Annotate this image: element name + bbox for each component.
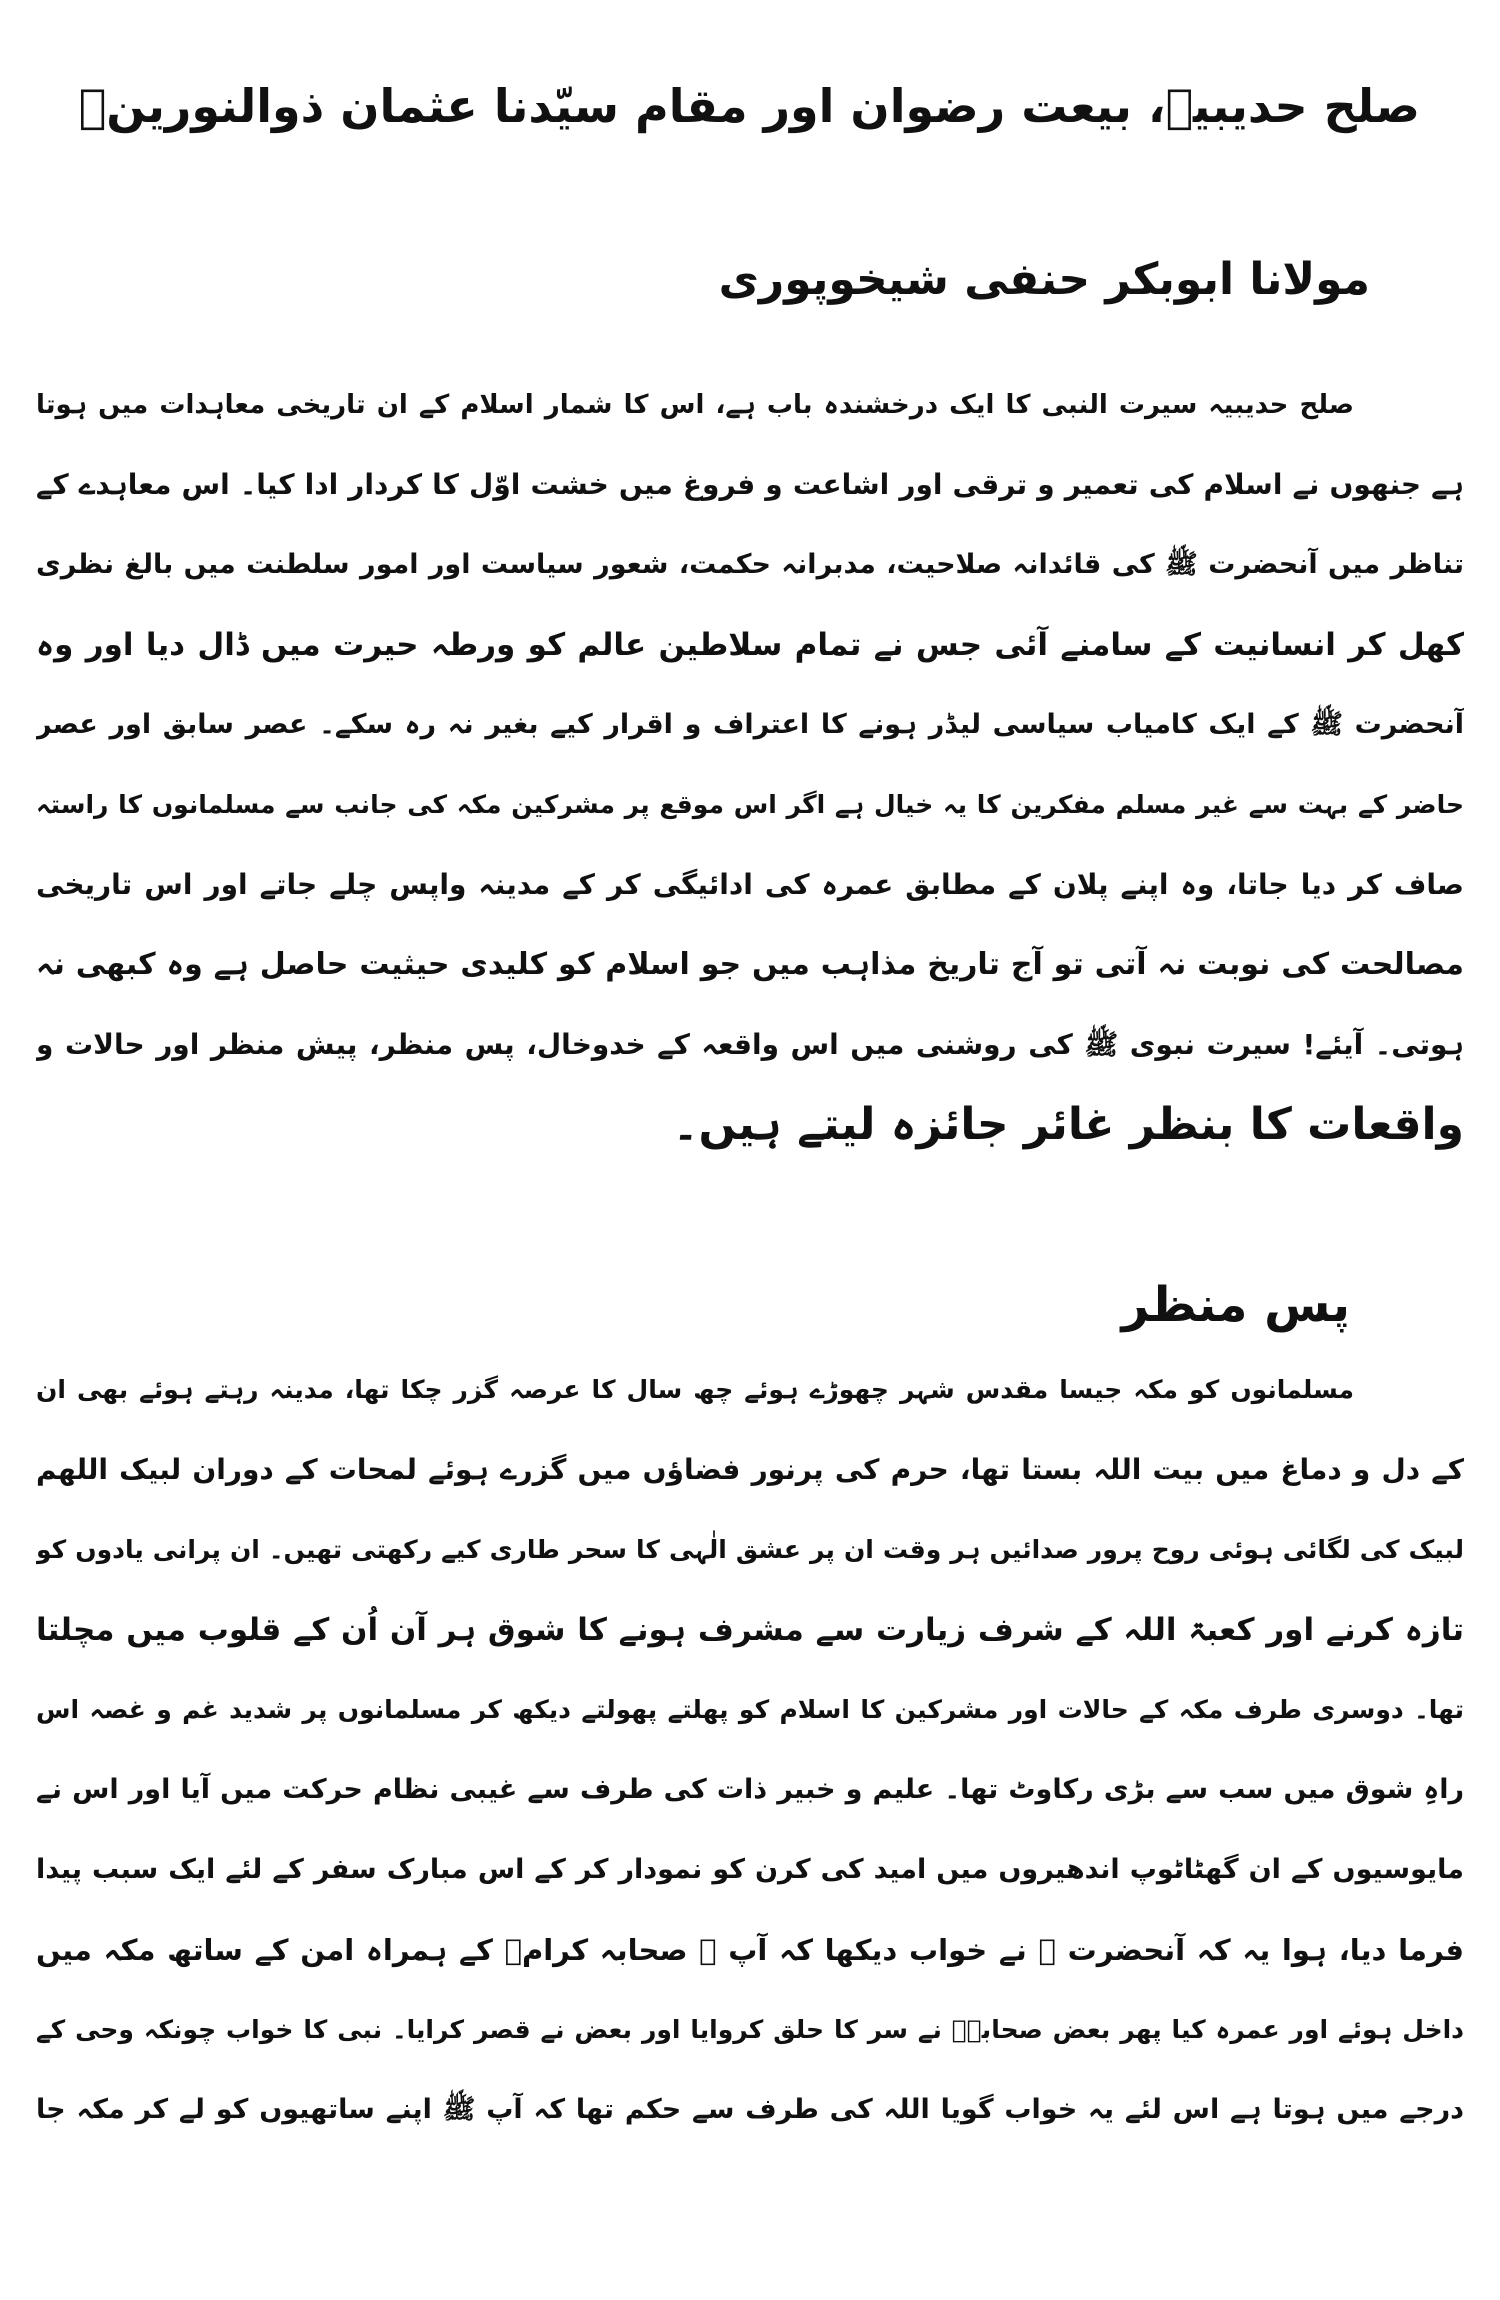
- section-line: درجے میں ہوتا ہے اس لئے یہ خواب گویا اللہ کی طرف سے حکم تھا کہ آپ ﷺ اپنے ساتھیوں کو لے کر مکہ جا: [36, 2094, 1464, 2125]
- intro-line: تناظر میں آنحضرت ﷺ کی قائدانہ صلاحیت، مدبرانہ حکمت، شعور سیاست اور امور سلطنت میں بالغ نظری: [36, 549, 1464, 580]
- intro-line: ہوتی۔ آیئے! سیرت نبوی ﷺ کی روشنی میں اس واقعہ کے خدوخال، پس منظر، پیش منظر اور حالات و: [36, 1028, 1464, 1061]
- article-title: صلح حدیبیہ، بیعت رضوان اور مقام سیّدنا عثمان ذوالنورینؓ: [78, 79, 1420, 133]
- intro-line: صاف کر دیا جاتا، وہ اپنے پلان کے مطابق عمرہ کی ادائیگی کر کے مدینہ واپس چلے جاتے اور اس تاریخی: [36, 868, 1464, 901]
- section-line: تازہ کرنے اور کعبۃ اللہ کے شرف زیارت سے مشرف ہونے کا شوق ہر آن اُن کے قلوب میں مچلتا: [36, 1612, 1464, 1648]
- section-line: مسلمانوں کو مکہ جیسا مقدس شہر چھوڑے ہوئے چھ سال کا عرصہ گزر چکا تھا، مدینہ رہتے ہوئے بھی ان: [36, 1375, 1354, 1404]
- intro-line: صلح حدیبیہ سیرت النبی کا ایک درخشندہ باب ہے، اس کا شمار اسلام کے ان تاریخی معاہدات میں ہوتا: [36, 390, 1354, 420]
- section-line: مایوسیوں کے ان گھٹاٹوپ اندھیروں میں امید کی کرن کو نمودار کر کے اس مبارک سفر کے لئے ایک سبب پیدا: [36, 1854, 1464, 1885]
- section-line: راہِ شوق میں سب سے بڑی رکاوٹ تھا۔ علیم و خبیر ذات کی طرف سے غیبی نظام حرکت میں آیا اور اس نے: [36, 1774, 1464, 1805]
- section-line: کے دل و دماغ میں بیت اللہ بستا تھا، حرم کی پرنور فضاؤں میں گزرے ہوئے لمحات کے دوران لبیک اللھم: [36, 1453, 1464, 1486]
- author-name: مولانا ابوبکر حنفی شیخوپوری: [718, 254, 1370, 305]
- section-heading: پس منظر: [1121, 1277, 1350, 1333]
- intro-line: کھل کر انسانیت کے سامنے آئی جس نے تمام سلاطین عالم کو ورطہ حیرت میں ڈال دیا اور وہ: [36, 627, 1464, 663]
- intro-line: آنحضرت ﷺ کے ایک کامیاب سیاسی لیڈر ہونے کا اعتراف و اقرار کیے بغیر نہ رہ سکے۔ عصر سابق اور عصر: [36, 709, 1464, 740]
- section-line: لبیک کی لگائی ہوئی روح پرور صدائیں ہر وقت ان پر عشق الٰہی کا سحر طاری کیے رکھتی تھیں۔ ان پرانی یادوں کو: [36, 1535, 1464, 1564]
- intro-line: مصالحت کی نوبت نہ آتی تو آج تاریخ مذاہب میں جو اسلام کو کلیدی حیثیت حاصل ہے وہ کبھی نہ: [36, 947, 1464, 982]
- section-line: تھا۔ دوسری طرف مکہ کے حالات اور مشرکین کا اسلام کو پھلتے پھولتے دیکھ کر مسلمانوں پر شدید غم و غصہ اس: [36, 1695, 1464, 1724]
- intro-line: حاضر کے بہت سے غیر مسلم مفکرین کا یہ خیال ہے اگر اس موقع پر مشرکین مکہ کی جانب سے مسلمانوں کا راستہ: [36, 790, 1464, 819]
- intro-line: واقعات کا بنظر غائر جائزہ لیتے ہیں۔: [672, 1099, 1464, 1150]
- intro-line: ہے جنھوں نے اسلام کی تعمیر و ترقی اور اشاعت و فروغ میں خشت اوّل کا کردار ادا کیا۔ اس معاہدے کے: [36, 468, 1464, 501]
- section-line: فرما دیا، ہوا یہ کہ آنحضرت ﷺ نے خواب دیکھا کہ آپ ﷺ صحابہ کرامؓ کے ہمراہ امن کے ساتھ مکہ میں: [36, 1933, 1464, 1967]
- section-line: داخل ہوئے اور عمرہ کیا پھر بعض صحابہؓ نے سر کا حلق کروایا اور بعض نے قصر کرایا۔ نبی کا خواب چونکہ وحی کے: [36, 2015, 1464, 2044]
